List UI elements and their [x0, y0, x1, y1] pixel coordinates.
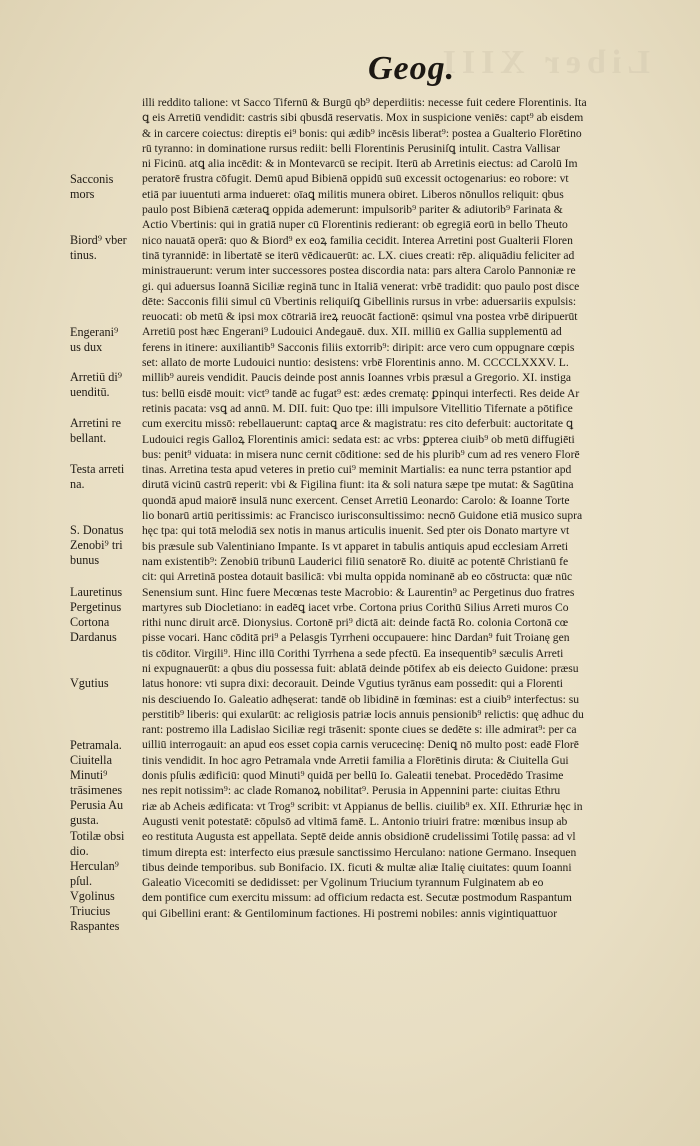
text-line: ministrauerunt: verum inter successores postea discordia nata: pars altera Carolo Pannoniæ re: [142, 264, 576, 278]
text-line: quondā apud maiorē insulā nunc exercent. Censet Arretiū Leonardo: Carolo: & Ioanne Torte: [142, 493, 570, 507]
text-line: donis pſulis ædificiū: quod Minuti⁹ quidā per bellū Io. Galeatii tenebat. Procedēdo Trasime: [142, 769, 564, 783]
text-line: nes repit notissim⁹: ac clade Romanoꝝ nobilitat⁹. Perusia in Appennini parte: ciuitas Ethru: [142, 784, 561, 798]
margin-note: Arretini re bellant.: [70, 416, 122, 446]
text-line: hęc tpa: qui totā melodiā sex notis in manus articulis inuenit. Sed pter ois Donato martyre vt: [142, 524, 570, 538]
text-line: Senensium sunt. Hinc fuere Mecœnas teste Macrobio: & Laurentin⁹ ac Pergetinus duo fratres: [142, 585, 575, 599]
text-line: millib⁹ aureis vendidit. Paucis deinde post annis Ioannes vrbis præsul a Gregorio. XI. instiga: [142, 371, 572, 385]
text-line: tinis vendidit. In hoc agro Petramala vnde Arretii familia a Florētinis diruta: & Ciuitella Gui: [142, 753, 569, 767]
text-line: reuocati: ob metū & ipsi mox cōtrariā ireꝝ reuocāt factionē: qsimul vna postea vrbē diripuerūt: [142, 310, 578, 324]
text-line: etiā par iuuentuti arma indueret: oīaꝗ militis munera obiret. Liberos nōnullos reliquit: qbus: [142, 187, 564, 201]
running-head: Geog.: [368, 50, 456, 87]
text-line: tibus deinde temporibus. sub Bonifacio. IX. ficuti & multæ aliæ Italię ciuitates: quum Ioanni: [142, 860, 572, 874]
text-line: nam existentib⁹: Zenobiū tribunū Lauderici filiū senatorē Ro. diuitē ac potentē Christianū fe: [142, 554, 569, 568]
margin-note: Engerani⁹ us dux: [70, 324, 119, 354]
text-line: & in carcere coiectus: direptis ei⁹ bonis: qui ædib⁹ incēsis liberat⁹: postea a Gualterio Florētino: [142, 126, 582, 140]
text-line: lio bonarū artiū peritissimis: ac Francisco iurisconsultissimo: necnō Guidone etiā musico supra: [142, 509, 583, 523]
text-line: qui Gibellini erant: & Gentilominum factiones. Hi postremi nobiles: annis vigintiquattuor: [142, 906, 558, 920]
text-line: perstitib⁹ liberis: qui exularūt: ac religiosis patriæ locis annuis pensionib⁹ relictis: quę adhuc du: [142, 707, 584, 721]
margin-note: Biord⁹ vber tinus.: [70, 232, 127, 262]
margin-note: Lauretinus Pergetinus Cortona Dardanus: [70, 584, 123, 644]
text-line: retinis pacata: vsꝗ ad annū. M. DII. fuit: Quo tpe: illi impulsore Vitellitio Tifernate a pōtifice: [142, 401, 573, 415]
text-line: uilliū interrogauit: an apud eos esset copia carnis verucecinę: Deniꝗ nō multo post: eadē Florē: [142, 738, 579, 752]
text-line: bis præsule sub Valentiniano Impante. Is vt apparet in tabulis antiquis apud ecclesiam Arreti: [142, 539, 569, 553]
text-line: latus honore: vti supra dixi: decorauit. Deinde Vgutius tyrānus eam possedit: qui a Florenti: [142, 677, 563, 691]
text-line: tus: bellū eisdē mouit: vict⁹ tandē ac fugat⁹ est: ædes crematę: ꝑpinqui interfecti. Res deide Ar: [142, 386, 580, 400]
text-line: tinā tyrannidē: in libertatē se iterū vēdicauerūt: ac. LX. ciues creati: rēp. aliquādiu feliciter ad: [142, 248, 575, 262]
text-line: riæ ab Acheis ædificata: vt Trog⁹ scribit: vt Appianus de bellis. ciuilib⁹ ex. XII. Ethruriæ hęc in: [142, 799, 583, 813]
text-line: tinas. Arretina testa apud veteres in pretio cui⁹ meminit Martialis: ea nunc terra pstantior apd: [142, 463, 572, 477]
text-line: cit: qui Arretinā postea dotauit basilicā: vbi multa oppida nominanē ab eo cōstructa: quæ nūc: [142, 570, 573, 584]
text-line: nis desciuendo Io. Galeatio adhęserat: tandē ob libidinē in fœminas: est a ciuib⁹ interfectus: su: [142, 692, 580, 706]
show-through-text: Liber XIII: [436, 44, 650, 81]
text-line: illi reddito talione: vt Sacco Tifernū & Burgū qb⁹ deperdiitis: necesse fuit cedere Florentinis. Ita: [142, 96, 587, 109]
text-line: cum exercitu missō: rebellauerunt: captaꝗ arce & magistratu: res cito deferbuit: auctoritate ꝗ: [142, 417, 574, 431]
text-line: Actio Vbertinis: qui in gratiā nuper cū Florentinis redierant: ob egregiā eorū in bello Theuto: [142, 218, 568, 232]
main-text-block: [142, 95, 682, 921]
text-line: pisse vocari. Hanc cōditā pri⁹ a Pelasgis Tyrrheni occupauere: hinc Dardan⁹ fuit Troianę gen: [142, 631, 570, 645]
text-line: Arretiū post hæc Engerani⁹ Ludouici Andegauē. dux. XII. milliū ex Gallia supplementū ad: [142, 325, 562, 339]
text-line: ꝗ eis Arretiū vendidit: castris sibi qbusdā reservatis. Mox in suspicione veniēs: capt⁹ ab eisdem: [142, 111, 584, 125]
text-line: dem pontifice cum exercitu missum: ad officium redacta est. Secutæ postmodum Raspantum: [142, 891, 572, 905]
text-line: dirutā vicinū castrū reperit: vbi & Figilina fiunt: ita & soli natura sæpe tpe mutat: & Sagūtina: [142, 478, 574, 492]
text-line: Ludouici regis Galloꝝ Florentinis amici: sedata est: ac vrbs: ꝑpterea ciuib⁹ ob metū diffugiēti: [142, 432, 575, 446]
text-line: ni expugnauerūt: a qbus diu possessa fuit: ablatā deinde pōtifex ab eis deiecto Guidone: præsu: [142, 661, 579, 675]
text-line: tis cōditor. Virgili⁹. Hinc illū Corithi Tyrrhena a sede pfectū. Ea insequentib⁹ sæculis Arreti: [142, 646, 564, 660]
margin-note: Sacconis mors: [70, 171, 114, 201]
text-line: rant: postremo illa Ladislao Siciliæ regi trāsenit: sponte ciues se dedēte s: ille admirat⁹: per ca: [142, 723, 577, 737]
text-line: Galeatio Vicecomiti se dedidisset: per Vgolinum Triucium tyrannum Fulginatem ab eo: [142, 876, 544, 890]
text-line: ni Ficinū. atꝗ alia incēdit: & in Montevarcū se recipit. Iterū ab Arretinis eiectus: ad Carolū Im: [142, 157, 578, 171]
text-line: martyres sub Diocletiano: in eadēꝗ iacet vrbe. Cortona prius Corithū Silius Arreti muros Co: [142, 600, 569, 614]
text-line: rū tyranno: in dominatione rursus rediit: belli Florentinis Perusiniſꝗ intulit. Castra Vallisar: [142, 141, 561, 155]
margin-note: Totilæ obsi dio. Herculan⁹ pſul. Vgolinus Triucius Raspantes: [70, 829, 125, 934]
margin-note: Testa arreti na.: [70, 462, 125, 492]
text-line: timum direpta est: interfecto eius præsule sanctissimo Herculano: natione Germano. Insequen: [142, 845, 577, 859]
text-line: dēte: Sacconis filii simul cū Vbertinis reliquiſꝗ Gibellinis rursus in vrbe: aduersariis expulsis:: [142, 294, 577, 308]
text-line: peratorē frustra cōfugit. Demū apud Bibienā oppidū suū excessit octogenarius: eo robore: vt: [142, 172, 569, 186]
margin-note: Arretiū di⁹ uenditū.: [70, 370, 122, 400]
text-line: gi. qui aduersus Ioannā Siciliæ reginā tunc in Italiā venerat: vrbē tradidit: quo paulo post disce: [142, 279, 580, 293]
text-line: eo restituta Augusta est appellata. Septē deide annis obsidionē crudelissimi Totilę passa: ad vl: [142, 830, 576, 844]
text-line: rithi nunc diruit arcē. Dionysius. Cortonē pri⁹ dictā ait: deinde factā Ro. colonia Cortonā cœ: [142, 616, 569, 630]
text-line: ferens in itinere: auxiliantib⁹ Sacconis filiis extorrib⁹: diripit: arce vero cum oppugnare cœpis: [142, 340, 575, 354]
text-line: nico nauatā operā: quo & Biord⁹ ex eoꝝ familia cecidit. Interea Arretini post Gualterii Floren: [142, 233, 573, 247]
text-line: bus: penit⁹ viduata: in misera nunc cernit cōditione: sed de his plurib⁹ cum ad res venero Florē: [142, 447, 580, 461]
margin-note: Petramala. Ciuitella Minuti⁹ trāsimenes Perusia Au gusta.: [70, 737, 124, 827]
text-line: set: allato de morte Ludouici nuntio: desistens: vrbē Florentinis anno. M. CCCCLXXXV. L.: [142, 356, 569, 370]
text-line: Augusti venit potestatē: cōpulsō ad vltimā famē. L. Antonio triuiri fratre: mœnibus insup ab: [142, 814, 568, 828]
margin-note: S. Donatus Zenobi⁹ tri bunus: [70, 523, 124, 568]
margin-note: Vgutius: [70, 676, 109, 691]
text-line: paulo post Bibienā cæteraꝗ oppida ademerunt: impulsorib⁹ pariter & adiutorib⁹ Farinata &: [142, 203, 563, 217]
